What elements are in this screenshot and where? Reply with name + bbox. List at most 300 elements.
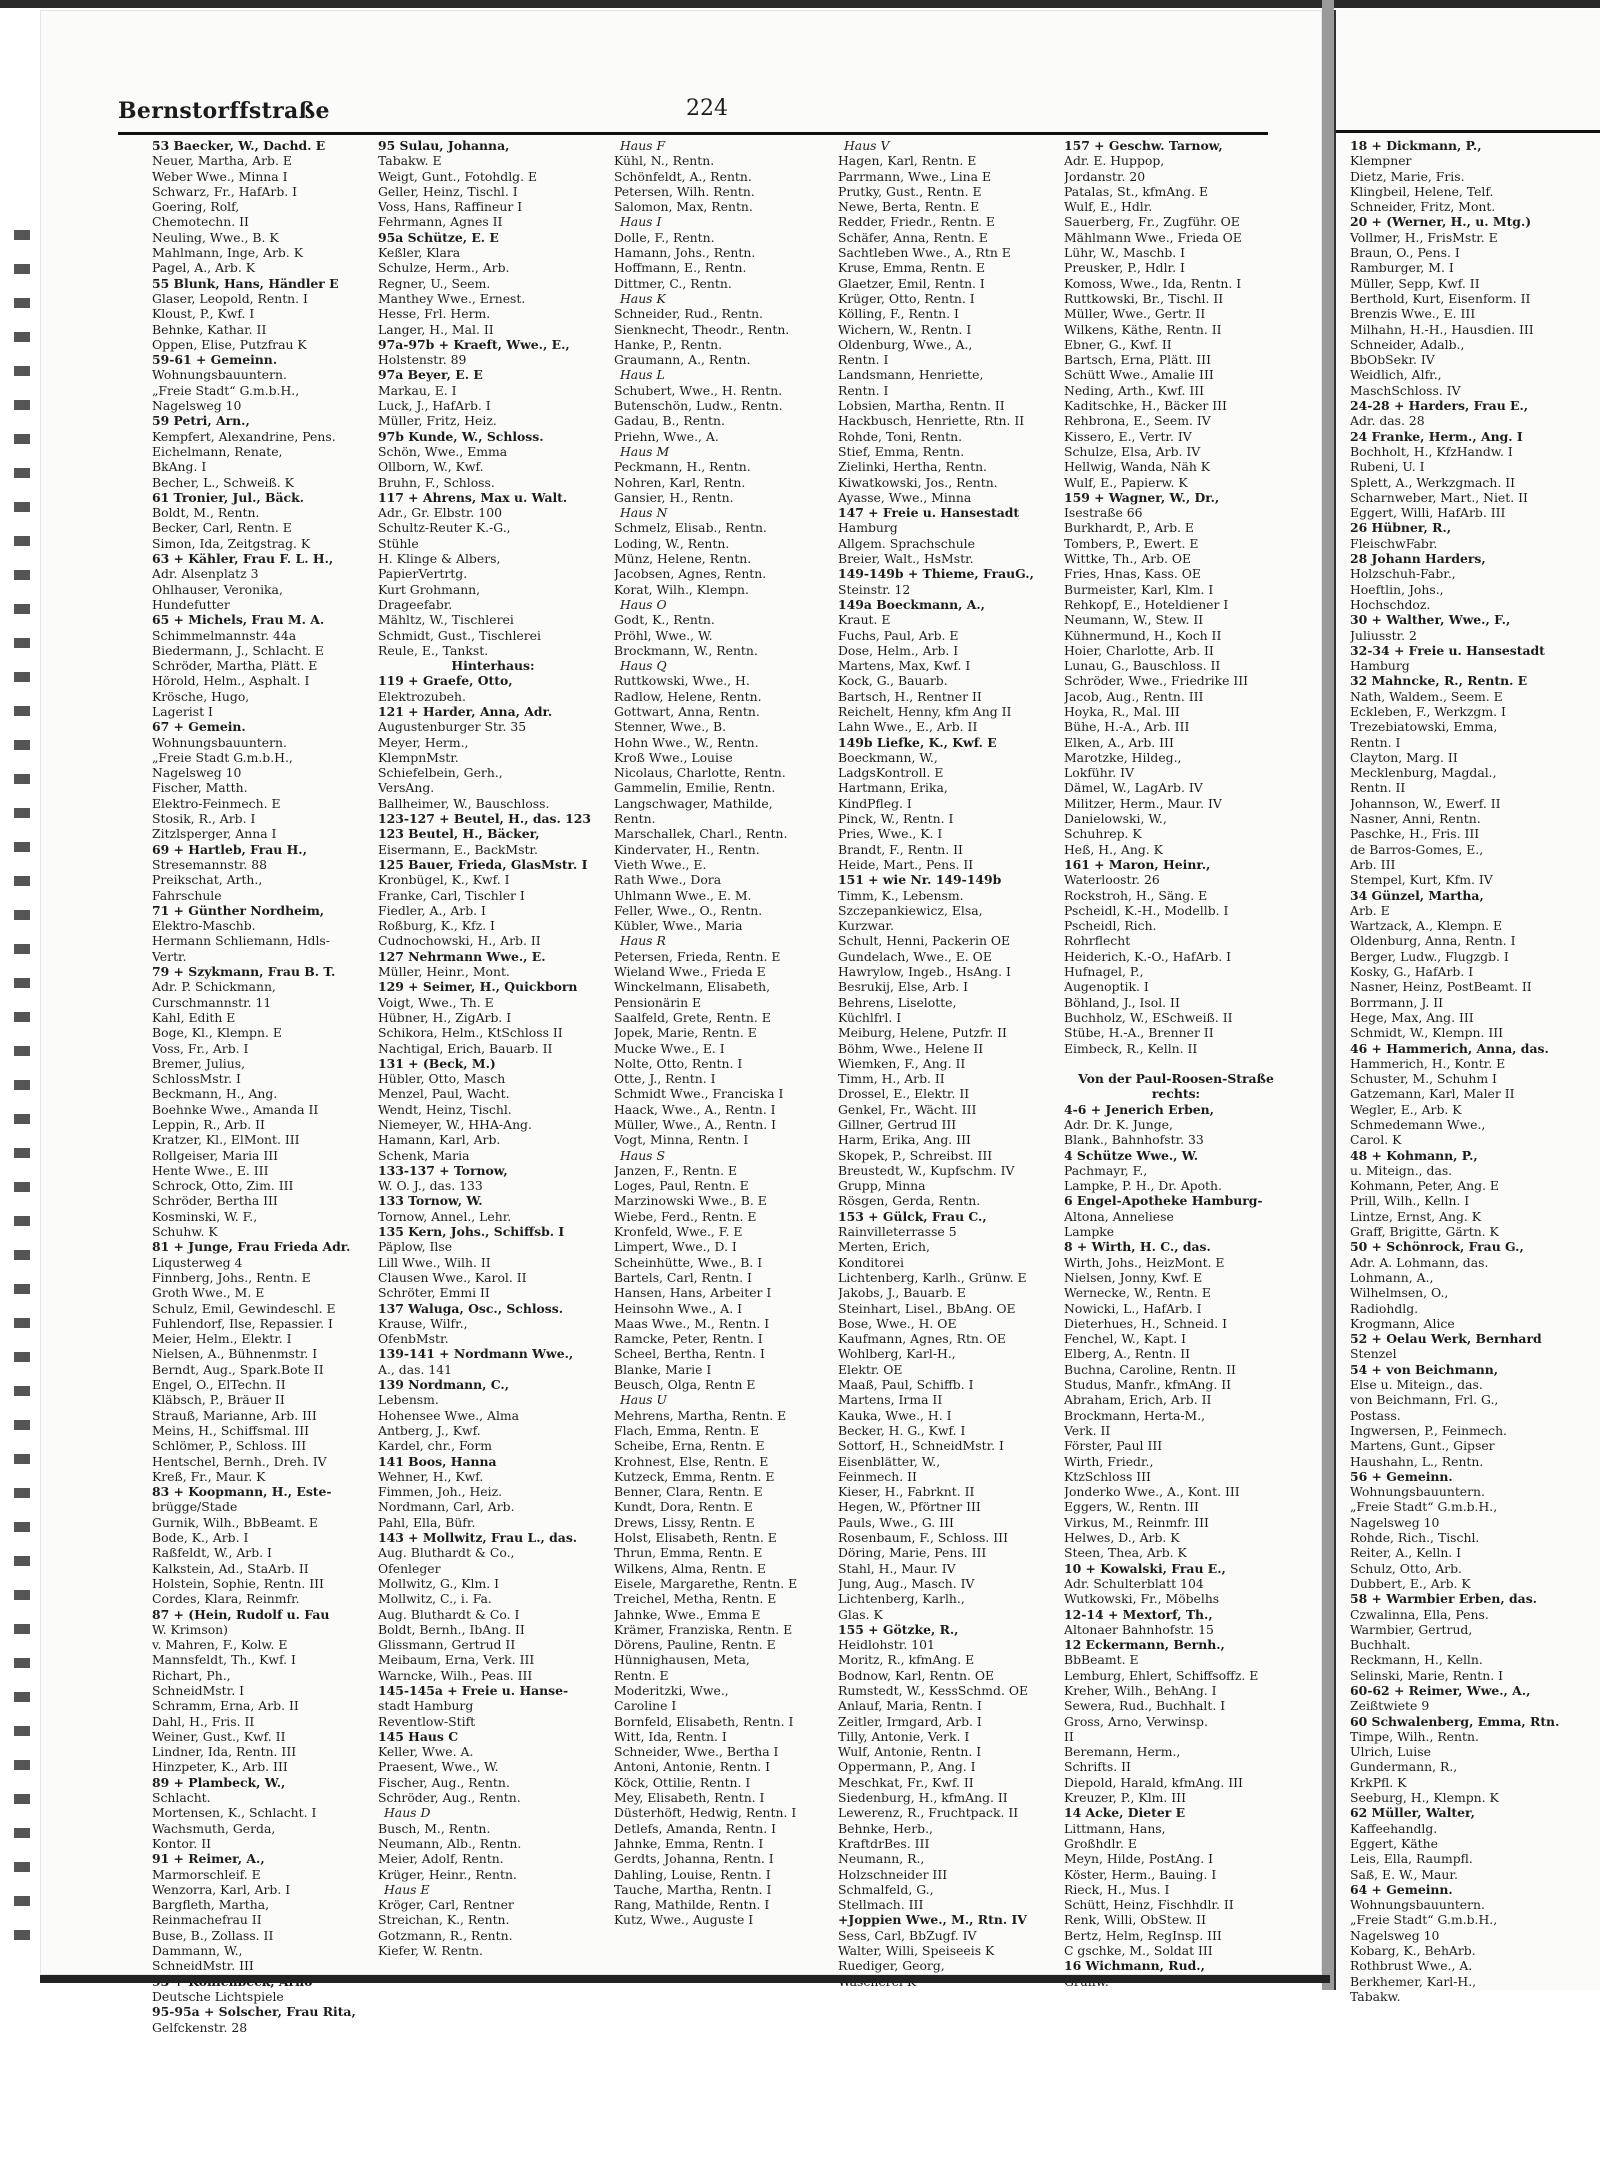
- resident-entry: Elken, A., Arb. III: [1064, 734, 1174, 750]
- resident-entry: Selinski, Marie, Rentn. I: [1350, 1667, 1503, 1683]
- resident-entry: Wohnungsbauuntern.: [1350, 1484, 1485, 1500]
- resident-entry: Busch, M., Rentn.: [378, 1820, 491, 1836]
- house-entry: 123-127 + Beutel, H., das. 123: [378, 811, 591, 827]
- resident-entry: Blanke, Marie I: [614, 1361, 712, 1377]
- resident-entry: Elektro-Maschb.: [152, 918, 256, 934]
- resident-entry: Lühr, W., Maschb. I: [1064, 245, 1186, 261]
- resident-entry: Gundermann, R.,: [1350, 1759, 1458, 1775]
- resident-entry: Schröder, Bertha III: [152, 1193, 278, 1209]
- resident-entry: Kahl, Edith E: [152, 1009, 236, 1025]
- resident-entry: Maas Wwe., M., Rentn. I: [614, 1315, 770, 1331]
- resident-entry: Kurt Grohmann,: [378, 581, 481, 597]
- resident-entry: Oppen, Elise, Putzfrau K: [152, 336, 307, 352]
- resident-entry: Berndt, Aug., Spark.Bote II: [152, 1361, 324, 1377]
- resident-entry: Caroline I: [614, 1698, 677, 1714]
- resident-entry: Fuhlendorf, Ilse, Repassier. I: [152, 1315, 333, 1331]
- resident-entry: Tilly, Antonie, Verk. I: [838, 1728, 970, 1744]
- resident-entry: Allgem. Sprachschule: [838, 535, 975, 551]
- resident-entry: Kaufmann, Agnes, Rtn. OE: [838, 1331, 1006, 1347]
- house-entry: 58 + Warmbier Erben, das.: [1350, 1591, 1537, 1607]
- resident-entry: Becker, Carl, Rentn. E: [152, 520, 292, 536]
- resident-entry: Boeckmann, W.,: [838, 749, 938, 765]
- resident-entry: Radiohdlg.: [1350, 1300, 1419, 1316]
- resident-entry: Neumann, W., Stew. II: [1064, 612, 1204, 628]
- resident-entry: Hamann, Karl, Arb.: [378, 1132, 501, 1148]
- resident-entry: Moritz, R., kfmAng. E: [838, 1652, 975, 1668]
- resident-entry: Nagelsweg 10: [1350, 1927, 1440, 1943]
- resident-entry: Rieck, H., Mus. I: [1064, 1881, 1170, 1897]
- resident-entry: Antoni, Antonie, Rentn. I: [614, 1759, 771, 1775]
- resident-entry: Pscheidl, K.-H., Modellb. I: [1064, 902, 1229, 918]
- house-entry: 6 Engel-Apotheke Hamburg-: [1064, 1193, 1263, 1209]
- resident-entry: Adr. P. Schickmann,: [152, 979, 276, 995]
- resident-entry: Ayasse, Wwe., Minna: [838, 489, 972, 505]
- house-entry: 145 Haus C: [378, 1728, 459, 1744]
- resident-entry: Jordanstr. 20: [1064, 168, 1146, 184]
- resident-entry: Redder, Friedr., Rentn. E: [838, 214, 995, 230]
- resident-entry: Kreß, Fr., Maur. K: [152, 1468, 266, 1484]
- resident-entry: Förster, Paul III: [1064, 1438, 1163, 1454]
- resident-entry: Rath Wwe., Dora: [614, 872, 722, 888]
- resident-entry: Preikschat, Arth.,: [152, 872, 263, 888]
- resident-entry: Schult, Henni, Packerin OE: [838, 933, 1011, 949]
- resident-entry: Elektro-Feinmech. E: [152, 795, 281, 811]
- house-entry: 91 + Reimer, A.,: [152, 1851, 265, 1867]
- resident-entry: Brenzis Wwe., E. III: [1350, 306, 1476, 322]
- resident-entry: Warmbier, Gertrud,: [1350, 1621, 1473, 1637]
- resident-entry: KraftdrBes. III: [838, 1835, 930, 1851]
- resident-entry: Eimbeck, R., Kelln. II: [1064, 1040, 1198, 1056]
- resident-entry: Meier, Adolf, Rentn.: [378, 1851, 504, 1867]
- resident-entry: Reiter, A., Kelln. I: [1350, 1545, 1462, 1561]
- resident-entry: Schön, Wwe., Emma: [378, 443, 508, 459]
- resident-entry: Hellwig, Wanda, Näh K: [1064, 459, 1211, 475]
- resident-entry: Ohlhauser, Veronika,: [152, 581, 283, 597]
- resident-entry: Fuchs, Paul, Arb. E: [838, 627, 959, 643]
- house-entry: 50 + Schönrock, Frau G.,: [1350, 1239, 1524, 1255]
- resident-entry: Stresemannstr. 88: [152, 856, 268, 872]
- resident-entry: Buchholz, W., ESchweiß. II: [1064, 1009, 1233, 1025]
- house-entry: 133 Tornow, W.: [378, 1193, 483, 1209]
- resident-entry: Martens, Max, Kwf. I: [838, 658, 971, 674]
- resident-entry: Priehn, Wwe., A.: [614, 428, 719, 444]
- resident-entry: Regner, U., Seem.: [378, 275, 491, 291]
- resident-entry: Bruhn, F., Schloss.: [378, 474, 495, 490]
- resident-entry: Burmeister, Karl, Klm. I: [1064, 581, 1214, 597]
- house-entry: 34 Günzel, Martha,: [1350, 887, 1484, 903]
- resident-entry: Paschke, H., Fris. III: [1350, 826, 1480, 842]
- resident-entry: „Freie Stadt G.m.b.H.,: [152, 749, 293, 765]
- section-heading: Von der Paul-Roosen-Straße: [1078, 1071, 1274, 1087]
- resident-entry: Lahn Wwe., E., Arb. II: [838, 719, 978, 735]
- resident-entry: Timm, K., Lebensm.: [838, 887, 964, 903]
- resident-entry: Gadau, B., Rentn.: [614, 413, 725, 429]
- resident-entry: Mahlmann, Inge, Arb. K: [152, 245, 303, 261]
- resident-entry: OfenbMstr.: [378, 1331, 449, 1347]
- resident-entry: Neding, Arth., Kwf. III: [1064, 382, 1205, 398]
- resident-entry: Ollborn, W., Kwf.: [378, 459, 484, 475]
- resident-entry: Cudnochowski, H., Arb. II: [378, 933, 541, 949]
- resident-entry: Stühle: [378, 535, 419, 551]
- resident-entry: Boldt, Bernh., IbAng. II: [378, 1621, 525, 1637]
- resident-entry: Marotzke, Hildeg.,: [1064, 749, 1182, 765]
- resident-entry: Drageefabr.: [378, 596, 453, 612]
- resident-entry: Bochholt, H., KfzHandw. I: [1350, 443, 1513, 459]
- resident-entry: Eisenblätter, W.,: [838, 1453, 941, 1469]
- resident-entry: Schramm, Erna, Arb. II: [152, 1698, 299, 1714]
- house-entry: 28 Johann Harders,: [1350, 551, 1486, 567]
- resident-entry: Klingbeil, Helene, Telf.: [1350, 183, 1494, 199]
- resident-entry: Drews, Lissy, Rentn. E: [614, 1514, 755, 1530]
- house-entry: 155 + Götzke, R.,: [838, 1621, 959, 1637]
- resident-entry: Nielsen, Jonny, Kwf. E: [1064, 1269, 1203, 1285]
- house-entry: 54 + von Beichmann,: [1350, 1361, 1499, 1377]
- house-entry: 95-95a + Solscher, Frau Rita,: [152, 2004, 356, 2020]
- resident-entry: Lohmann, A.,: [1350, 1269, 1434, 1285]
- resident-entry: Wieland Wwe., Frieda E: [614, 964, 766, 980]
- resident-entry: Kühnermund, H., Koch II: [1064, 627, 1222, 643]
- resident-entry: Diepold, Harald, kfmAng. III: [1064, 1774, 1243, 1790]
- house-entry: 18 + Dickmann, P.,: [1350, 138, 1482, 153]
- resident-entry: Schmidt, W., Klempn. III: [1350, 1025, 1504, 1041]
- resident-entry: Schlömer, P., Schloss. III: [152, 1438, 307, 1454]
- house-entry: 127 Nehrmann Wwe., E.: [378, 948, 546, 964]
- resident-entry: Pinck, W., Rentn. I: [838, 811, 954, 827]
- resident-entry: Voss, Hans, Raffineur I: [378, 199, 523, 215]
- resident-entry: Rohrflecht: [1064, 933, 1131, 949]
- resident-entry: Hoeftlin, Johs.,: [1350, 581, 1444, 597]
- resident-entry: Bornfeld, Elisabeth, Rentn. I: [614, 1713, 794, 1729]
- resident-entry: Else u. Miteign., das.: [1350, 1377, 1483, 1393]
- resident-entry: Breier, Walt., HsMstr.: [838, 551, 974, 567]
- resident-entry: Glaser, Leopold, Rentn. I: [152, 290, 308, 306]
- resident-entry: Rollgeiser, Maria III: [152, 1147, 279, 1163]
- house-entry: 149a Boeckmann, A.,: [838, 596, 985, 612]
- resident-entry: BbObSekr. IV: [1350, 352, 1435, 368]
- resident-entry: Langer, H., Mal. II: [378, 321, 494, 337]
- resident-entry: Abraham, Erich, Arb. II: [1064, 1392, 1212, 1408]
- resident-entry: Oldenburg, Wwe., A.,: [838, 336, 973, 352]
- resident-entry: Dammann, W.,: [152, 1943, 243, 1959]
- resident-entry: Postass.: [1350, 1407, 1401, 1423]
- resident-entry: Kreher, Wilh., BehAng. I: [1064, 1682, 1217, 1698]
- resident-entry: Kaffeehandlg.: [1350, 1820, 1438, 1836]
- resident-entry: Kaditschke, H., Bäcker III: [1064, 398, 1227, 414]
- resident-entry: Pachmayr, F.,: [1064, 1162, 1148, 1178]
- resident-entry: Littmann, Hans,: [1064, 1820, 1166, 1836]
- resident-entry: Prutky, Gust., Rentn. E: [838, 183, 982, 199]
- directory-column-3: [614, 138, 832, 1928]
- resident-entry: Eisele, Margarethe, Rentn. E: [614, 1575, 798, 1591]
- resident-entry: H. Klinge & Albers,: [378, 551, 501, 567]
- resident-entry: Goering, Rolf,: [152, 199, 240, 215]
- resident-entry: Hege, Max, Ang. III: [1350, 1009, 1474, 1025]
- house-entry: 123 Beutel, H., Bäcker,: [378, 826, 540, 842]
- section-heading: Haus V: [844, 138, 890, 153]
- resident-entry: Pauls, Wwe., G. III: [838, 1514, 954, 1530]
- resident-entry: Kiefer, W. Rentn.: [378, 1943, 483, 1959]
- resident-entry: Wirth, Johs., HeizMont. E: [1064, 1254, 1225, 1270]
- resident-entry: Augustenburger Str. 35: [378, 719, 527, 735]
- resident-entry: Meier, Helm., Elektr. I: [152, 1331, 292, 1347]
- resident-entry: Schmedemann Wwe.,: [1350, 1117, 1486, 1132]
- resident-entry: Dubbert, E., Arb. K: [1350, 1575, 1471, 1591]
- resident-entry: Hegen, W., Pförtner III: [838, 1499, 981, 1515]
- resident-entry: Strauß, Marianne, Arb. III: [152, 1407, 317, 1423]
- resident-entry: Stosik, R., Arb. I: [152, 811, 256, 827]
- resident-entry: Butenschön, Ludw., Rentn.: [614, 398, 783, 414]
- resident-entry: Augenoptik. I: [1064, 979, 1149, 995]
- resident-entry: Pagel, A., Arb. K: [152, 260, 255, 276]
- resident-entry: Tabakw. E: [378, 153, 442, 169]
- resident-entry: Dittmer, C., Rentn.: [614, 275, 732, 291]
- adjacent-page-column: [1350, 138, 1600, 2004]
- house-entry: 139-141 + Nordmann Wwe.,: [378, 1346, 574, 1362]
- resident-entry: Hartmann, Erika,: [838, 780, 948, 796]
- resident-entry: Feinmech. II: [838, 1468, 917, 1484]
- resident-entry: Fimmen, Joh., Heiz.: [378, 1484, 503, 1500]
- resident-entry: Wernecke, W., Rentn. E: [1064, 1285, 1211, 1301]
- resident-entry: Rockstroh, H., Säng. E: [1064, 887, 1208, 903]
- resident-entry: Kindervater, H., Rentn.: [614, 841, 760, 857]
- resident-entry: Borrmann, J. II: [1350, 994, 1444, 1010]
- resident-entry: Zeitler, Irmgard, Arb. I: [838, 1713, 982, 1729]
- resident-entry: Neuer, Martha, Arb. E: [152, 153, 292, 169]
- house-entry: 32 Mahncke, R., Rentn. E: [1350, 673, 1528, 689]
- resident-entry: KrkPfl. K: [1350, 1774, 1407, 1790]
- scan-edge-bottom: [40, 1975, 1330, 1983]
- section-heading: Hinterhaus:: [451, 658, 535, 674]
- resident-entry: Schiefelbein, Gerh.,: [378, 765, 503, 781]
- resident-entry: Nasner, Heinz, PostBeamt. II: [1350, 979, 1532, 995]
- resident-entry: Schröter, Emmi II: [378, 1285, 490, 1301]
- resident-entry: Schneider, Rud., Rentn.: [614, 306, 763, 322]
- resident-entry: Gatzemann, Karl, Maler II: [1350, 1086, 1515, 1102]
- house-entry: 149-149b + Thieme, FrauG.,: [838, 566, 1034, 582]
- resident-entry: Wiemken, F., Ang. II: [838, 1055, 966, 1071]
- resident-entry: Drossel, E., Elektr. II: [838, 1086, 970, 1102]
- resident-entry: Behnke, Kathar. II: [152, 321, 267, 337]
- resident-entry: Preusker, P., Hdlr. I: [1064, 260, 1185, 276]
- resident-entry: Schneider, Fritz, Mont.: [1350, 199, 1496, 215]
- resident-entry: Leppin, R., Arb. II: [152, 1117, 265, 1132]
- resident-entry: Reichelt, Henny, kfm Ang II: [838, 703, 1012, 719]
- resident-entry: Sewera, Rud., Buchhalt. I: [1064, 1698, 1226, 1714]
- resident-entry: Oppermann, P., Ang. I: [838, 1759, 976, 1775]
- resident-entry: Kloust, P., Kwf. I: [152, 306, 255, 322]
- resident-entry: Hundefutter: [152, 596, 230, 612]
- resident-entry: Geller, Heinz, Tischl. I: [378, 183, 518, 199]
- resident-entry: Helwes, D., Arb. K: [1064, 1530, 1180, 1546]
- resident-entry: Isestraße 66: [1064, 505, 1143, 521]
- resident-entry: MaschSchloss. IV: [1350, 382, 1461, 398]
- house-entry: 87 + (Hein, Rudolf u. Fau: [152, 1606, 330, 1622]
- resident-entry: Wilkens, Alma, Rentn. E: [614, 1560, 766, 1576]
- resident-entry: Beusch, Olga, Rentn E: [614, 1377, 756, 1393]
- resident-entry: Curschmannstr. 11: [152, 994, 272, 1010]
- resident-entry: Hackbusch, Henriette, Rtn. II: [838, 413, 1025, 429]
- section-heading: Haus F: [620, 138, 666, 153]
- resident-entry: Martens, Irma II: [838, 1392, 943, 1408]
- resident-entry: Lagerist I: [152, 703, 213, 719]
- resident-entry: Haack, Wwe., A., Rentn. I: [614, 1101, 776, 1117]
- resident-entry: Dahling, Louise, Rentn. I: [614, 1866, 771, 1882]
- house-entry: 139 Nordmann, C.,: [378, 1377, 510, 1393]
- resident-entry: Lewerenz, R., Fruchtpack. II: [838, 1805, 1019, 1821]
- resident-entry: Scheibe, Erna, Rentn. E: [614, 1438, 765, 1454]
- house-entry: 14 Acke, Dieter E: [1064, 1805, 1186, 1821]
- resident-entry: Bode, K., Arb. I: [152, 1530, 249, 1546]
- resident-entry: Czwalinna, Ella, Pens.: [1350, 1606, 1489, 1622]
- resident-entry: Rentn. I: [838, 382, 889, 398]
- resident-entry: Kronfeld, Wwe., F. E: [614, 1224, 743, 1240]
- resident-entry: Wachsmuth, Gerda,: [152, 1820, 276, 1836]
- resident-entry: v. Mahren, F., Kolw. E: [152, 1637, 288, 1653]
- resident-entry: Eisermann, E., BackMstr.: [378, 841, 538, 857]
- house-entry: 143 + Mollwitz, Frau L., das.: [378, 1530, 578, 1546]
- resident-entry: Kempfert, Alexandrine, Pens.: [152, 428, 336, 444]
- resident-entry: Nagelsweg 10: [152, 398, 242, 414]
- resident-entry: Oldenburg, Anna, Rentn. I: [1350, 933, 1516, 949]
- resident-entry: Sottorf, H., SchneidMstr. I: [838, 1438, 1004, 1454]
- resident-entry: Rentn. E: [614, 1667, 669, 1683]
- resident-entry: Lichtenberg, Karlh., Grünw. E: [838, 1269, 1027, 1285]
- resident-entry: Steinstr. 12: [838, 581, 911, 597]
- resident-entry: C gschke, M., Soldat III: [1064, 1943, 1213, 1959]
- page-gutter: [1322, 0, 1334, 1990]
- resident-entry: Hamann, Johs., Rentn.: [614, 245, 756, 261]
- resident-entry: Fenchel, W., Kapt. I: [1064, 1331, 1187, 1347]
- directory-column-1: [152, 138, 370, 2035]
- resident-entry: Vogt, Minna, Rentn. I: [614, 1132, 749, 1148]
- resident-entry: Fries, Hnas, Kass. OE: [1064, 566, 1201, 582]
- house-entry: 12 Eckermann, Bernh.,: [1064, 1637, 1225, 1653]
- resident-entry: Wittke, Th., Arb. OE: [1064, 551, 1192, 567]
- resident-entry: Kölling, F., Rentn. I: [838, 306, 959, 322]
- resident-entry: Ruttkowski, Br., Tischl. II: [1064, 290, 1224, 306]
- house-entry: 59-61 + Gemeinn.: [152, 352, 278, 368]
- resident-entry: Heidlohstr. 101: [838, 1637, 935, 1653]
- resident-entry: Anlauf, Maria, Rentn. I: [838, 1698, 982, 1714]
- resident-entry: Reinmachefrau II: [152, 1912, 262, 1928]
- house-entry: 79 + Szykmann, Frau B. T.: [152, 964, 336, 980]
- house-entry: 71 + Günther Nordheim,: [152, 902, 325, 918]
- house-entry: +Joppien Wwe., M., Rtn. IV: [838, 1912, 1027, 1928]
- resident-entry: Manthey Wwe., Ernest.: [378, 290, 526, 306]
- resident-entry: Weidlich, Alfr.,: [1350, 367, 1442, 383]
- resident-entry: Kröger, Carl, Rentner: [378, 1897, 514, 1913]
- resident-entry: Berkhemer, Karl-H.,: [1350, 1973, 1477, 1989]
- resident-entry: Petersen, Frieda, Rentn. E: [614, 948, 781, 964]
- resident-entry: Petersen, Wilh. Rentn.: [614, 183, 755, 199]
- resident-entry: Kühl, N., Rentn.: [614, 153, 715, 169]
- resident-entry: Schmalfeld, G.,: [838, 1881, 934, 1897]
- resident-entry: Heiderich, K.-O., HafArb. I: [1064, 948, 1232, 964]
- resident-entry: Zitzlsperger, Anna I: [152, 826, 277, 842]
- resident-entry: Timm, H., Arb. II: [838, 1071, 945, 1087]
- resident-entry: Scheel, Bertha, Rentn. I: [614, 1346, 765, 1362]
- resident-entry: Salomon, Max, Rentn.: [614, 199, 753, 215]
- house-entry: 97a-97b + Kraeft, Wwe., E.,: [378, 336, 570, 352]
- resident-entry: Holzschuh-Fabr.,: [1350, 566, 1456, 582]
- resident-entry: Mollwitz, G., Klm. I: [378, 1575, 500, 1591]
- resident-entry: Dahl, H., Fris. II: [152, 1713, 255, 1729]
- resident-entry: Hoffmann, E., Rentn.: [614, 260, 747, 276]
- resident-entry: Genkel, Fr., Wächt. III: [838, 1101, 977, 1117]
- resident-entry: Nagelsweg 10: [1350, 1514, 1440, 1530]
- resident-entry: Schubert, Wwe., H. Rentn.: [614, 382, 783, 398]
- resident-entry: Meiburg, Helene, Putzfr. II: [838, 1025, 1007, 1041]
- resident-entry: Rubeni, U. I: [1350, 459, 1425, 475]
- resident-entry: KlempnMstr.: [378, 749, 459, 765]
- house-entry: 97a Beyer, E. E: [378, 367, 483, 383]
- resident-entry: Parrmann, Wwe., Lina E: [838, 168, 992, 184]
- resident-entry: Schütt, Heinz, Fischhdlr. II: [1064, 1897, 1234, 1913]
- house-entry: 157 + Geschw. Tarnow,: [1064, 138, 1223, 153]
- resident-entry: Loges, Paul, Rentn. E: [614, 1178, 749, 1194]
- resident-entry: Becher, L., Schweiß. K: [152, 474, 294, 490]
- resident-entry: Gansier, H., Rentn.: [614, 489, 734, 505]
- resident-entry: Lokführ. IV: [1064, 765, 1135, 781]
- resident-entry: Lindner, Ida, Rentn. III: [152, 1744, 297, 1760]
- resident-entry: Dietz, Marie, Fris.: [1350, 168, 1465, 184]
- house-entry: 131 + (Beck, M.): [378, 1055, 496, 1071]
- scan-edge-top: [0, 0, 1600, 8]
- resident-entry: Schneider, Wwe., Bertha I: [614, 1744, 779, 1760]
- resident-entry: Reckmann, H., Kelln.: [1350, 1652, 1483, 1668]
- resident-entry: Deutsche Lichtspiele: [152, 1988, 284, 2004]
- resident-entry: Thrun, Emma, Rentn. E: [614, 1545, 763, 1561]
- resident-entry: Dörens, Pauline, Rentn. E: [614, 1637, 776, 1653]
- resident-entry: Schmidt Wwe., Franciska I: [614, 1086, 784, 1102]
- resident-entry: Holstein, Sophie, Rentn. III: [152, 1575, 324, 1591]
- page-header: [118, 92, 1268, 135]
- resident-entry: Loding, W., Rentn.: [614, 535, 730, 551]
- resident-entry: Konditorei: [838, 1254, 904, 1270]
- resident-entry: Buse, B., Zollass. II: [152, 1927, 274, 1943]
- resident-entry: Krogmann, Alice: [1350, 1315, 1455, 1331]
- resident-entry: Pahl, Ella, Büfr.: [378, 1514, 476, 1530]
- resident-entry: Menzel, Paul, Wacht.: [378, 1086, 510, 1102]
- resident-entry: Johannson, W., Ewerf. II: [1350, 795, 1501, 811]
- resident-entry: Bremer, Julius,: [152, 1055, 246, 1071]
- resident-entry: Wartzack, A., Klempn. E: [1350, 918, 1503, 934]
- resident-entry: Köck, Ottilie, Rentn. I: [614, 1774, 751, 1790]
- resident-entry: Wiebe, Ferd., Rentn. E: [614, 1208, 757, 1224]
- resident-entry: „Freie Stadt“ G.m.b.H.,: [1350, 1912, 1498, 1928]
- resident-entry: Hammerich, H., Kontr. E: [1350, 1055, 1506, 1071]
- resident-entry: Hübler, Otto, Masch: [378, 1071, 506, 1087]
- resident-entry: Sienknecht, Theodr., Rentn.: [614, 321, 790, 337]
- resident-entry: u. Miteign., das.: [1350, 1162, 1453, 1178]
- resident-entry: Weiner, Gust., Kwf. II: [152, 1728, 286, 1744]
- resident-entry: Jonderko Wwe., A., Kont. III: [1064, 1484, 1240, 1500]
- resident-entry: SchneidMstr. I: [152, 1682, 244, 1698]
- house-entry: 161 + Maron, Heinr.,: [1064, 856, 1211, 872]
- resident-entry: Newe, Berta, Rentn. E: [838, 199, 980, 215]
- resident-entry: Behrens, Liselotte,: [838, 994, 957, 1010]
- resident-entry: Klempner: [1350, 153, 1412, 169]
- house-entry: 67 + Gemein.: [152, 719, 246, 735]
- section-heading: Haus S: [620, 1147, 665, 1163]
- resident-entry: Schröder, Wwe., Friedrike III: [1064, 673, 1249, 689]
- resident-entry: Rentn. II: [1350, 780, 1406, 796]
- resident-entry: Hagen, Karl, Rentn. E: [838, 153, 977, 169]
- resident-entry: Fischer, Aug., Rentn.: [378, 1774, 510, 1790]
- resident-entry: Bodnow, Karl, Rentn. OE: [838, 1667, 995, 1683]
- resident-entry: Altona, Anneliese: [1064, 1208, 1174, 1224]
- resident-entry: Verk. II: [1064, 1422, 1111, 1438]
